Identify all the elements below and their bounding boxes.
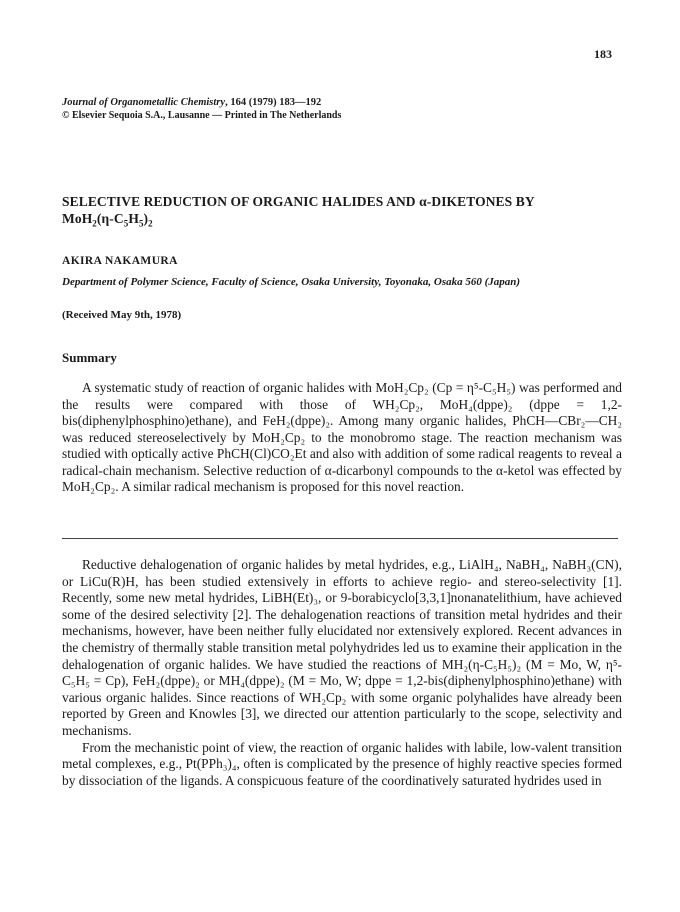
page-number: 183 (594, 47, 612, 61)
title-line-1: SELECTIVE REDUCTION OF ORGANIC HALIDES AND α-DIKETONES BY (62, 194, 535, 209)
author-affiliation: Department of Polymer Science, Faculty of Science, Osaka University, Toyonaka, Osaka 560 (Japan) (62, 276, 521, 288)
summary-abstract (62, 380, 622, 496)
article-title (62, 193, 622, 227)
section-divider (62, 538, 618, 539)
journal-name: Journal of Organometallic Chemistry (62, 97, 226, 108)
journal-volume-pages: , 164 (1979) 183—192 (225, 97, 322, 108)
received-date: (Received May 9th, 1978) (62, 309, 182, 321)
summary-paragraph: A systematic study of reaction of organic halides with MoH₂Cp₂ (Cp = η⁵-C₅H₅) was performed and the results were compared with those of WH₂Cp₂, MoH₄(dppe)₂ (dppe = 1,2-bis(diphenylphosphino)ethane), and FeH₂(dppe)₂. Among many organic halides, PhCH—CBr₂—CH₂ was reduced stereoselectively by MoH₂Cp₂ to the monobromo stage. The reaction mechanism was studied with optically active PhCH(Cl)CO₂Et and also with addition of some radical reagents to reveal a radical-chain mechanism. Selective reduction of α-dicarbonyl compounds to the α-ketol was effected by MoH₂Cp₂. A similar radical mechanism is proposed for this novel reaction. (62, 380, 622, 494)
author-name: AKIRA NAKAMURA (62, 255, 178, 267)
journal-header (62, 96, 341, 122)
journal-citation (62, 96, 341, 109)
title-line-2: $MoH_2(\eta-C_5H_5)_2$ (62, 211, 153, 229)
publisher-line: © Elsevier Sequoia S.A., Lausanne — Printed in The Netherlands (62, 110, 342, 121)
body-paragraph-1: Reductive dehalogenation of organic halides by metal hydrides, e.g., LiAlH₄, NaBH₄, NaBH₃(CN), or LiCu(R)H, has been studied extensively in efforts to achieve regio- and stereo-selectivity [1]. Recently, some new metal hydrides, LiBH(Et)₃, or 9-borabicyclo[3,3,1]nonanatelithium, have achieved some of the desired selectivity [2]. The dehalogenation reactions of transition metal hydrides and their mechanisms, however, have been neither fully elucidated nor extensively explored. Recent advances in the chemistry of thermally stable transition metal polyhydrides led us to examine their application in the dehalogenation of organic halides. We have studied the reactions of MH₂(η-C₅H₅)₂ (M = Mo, W, η⁵-C₅H₅ = Cp), FeH₂(dppe)₂ or MH₄(dppe)₂ (M = Mo, W; dppe = 1,2-bis(diphenylphosphino)ethane) with various organic halides. Since reactions of WH₂Cp₂ with some organic polyhalides have already been reported by Green and Knowles [3], we directed our attention particularly to the scope, selectivity and mechanisms. (62, 557, 622, 738)
summary-heading: Summary (62, 350, 117, 365)
body-paragraph-2: From the mechanistic point of view, the reaction of organic halides with labile, low-valent transition metal complexes, e.g., Pt(PPh₃)₄, often is complicated by the presence of highly reactive species formed by dissociation of the ligands. A conspicuous feature of the coordinatively saturated hydrides used in (62, 739, 622, 788)
body-text (62, 557, 622, 789)
